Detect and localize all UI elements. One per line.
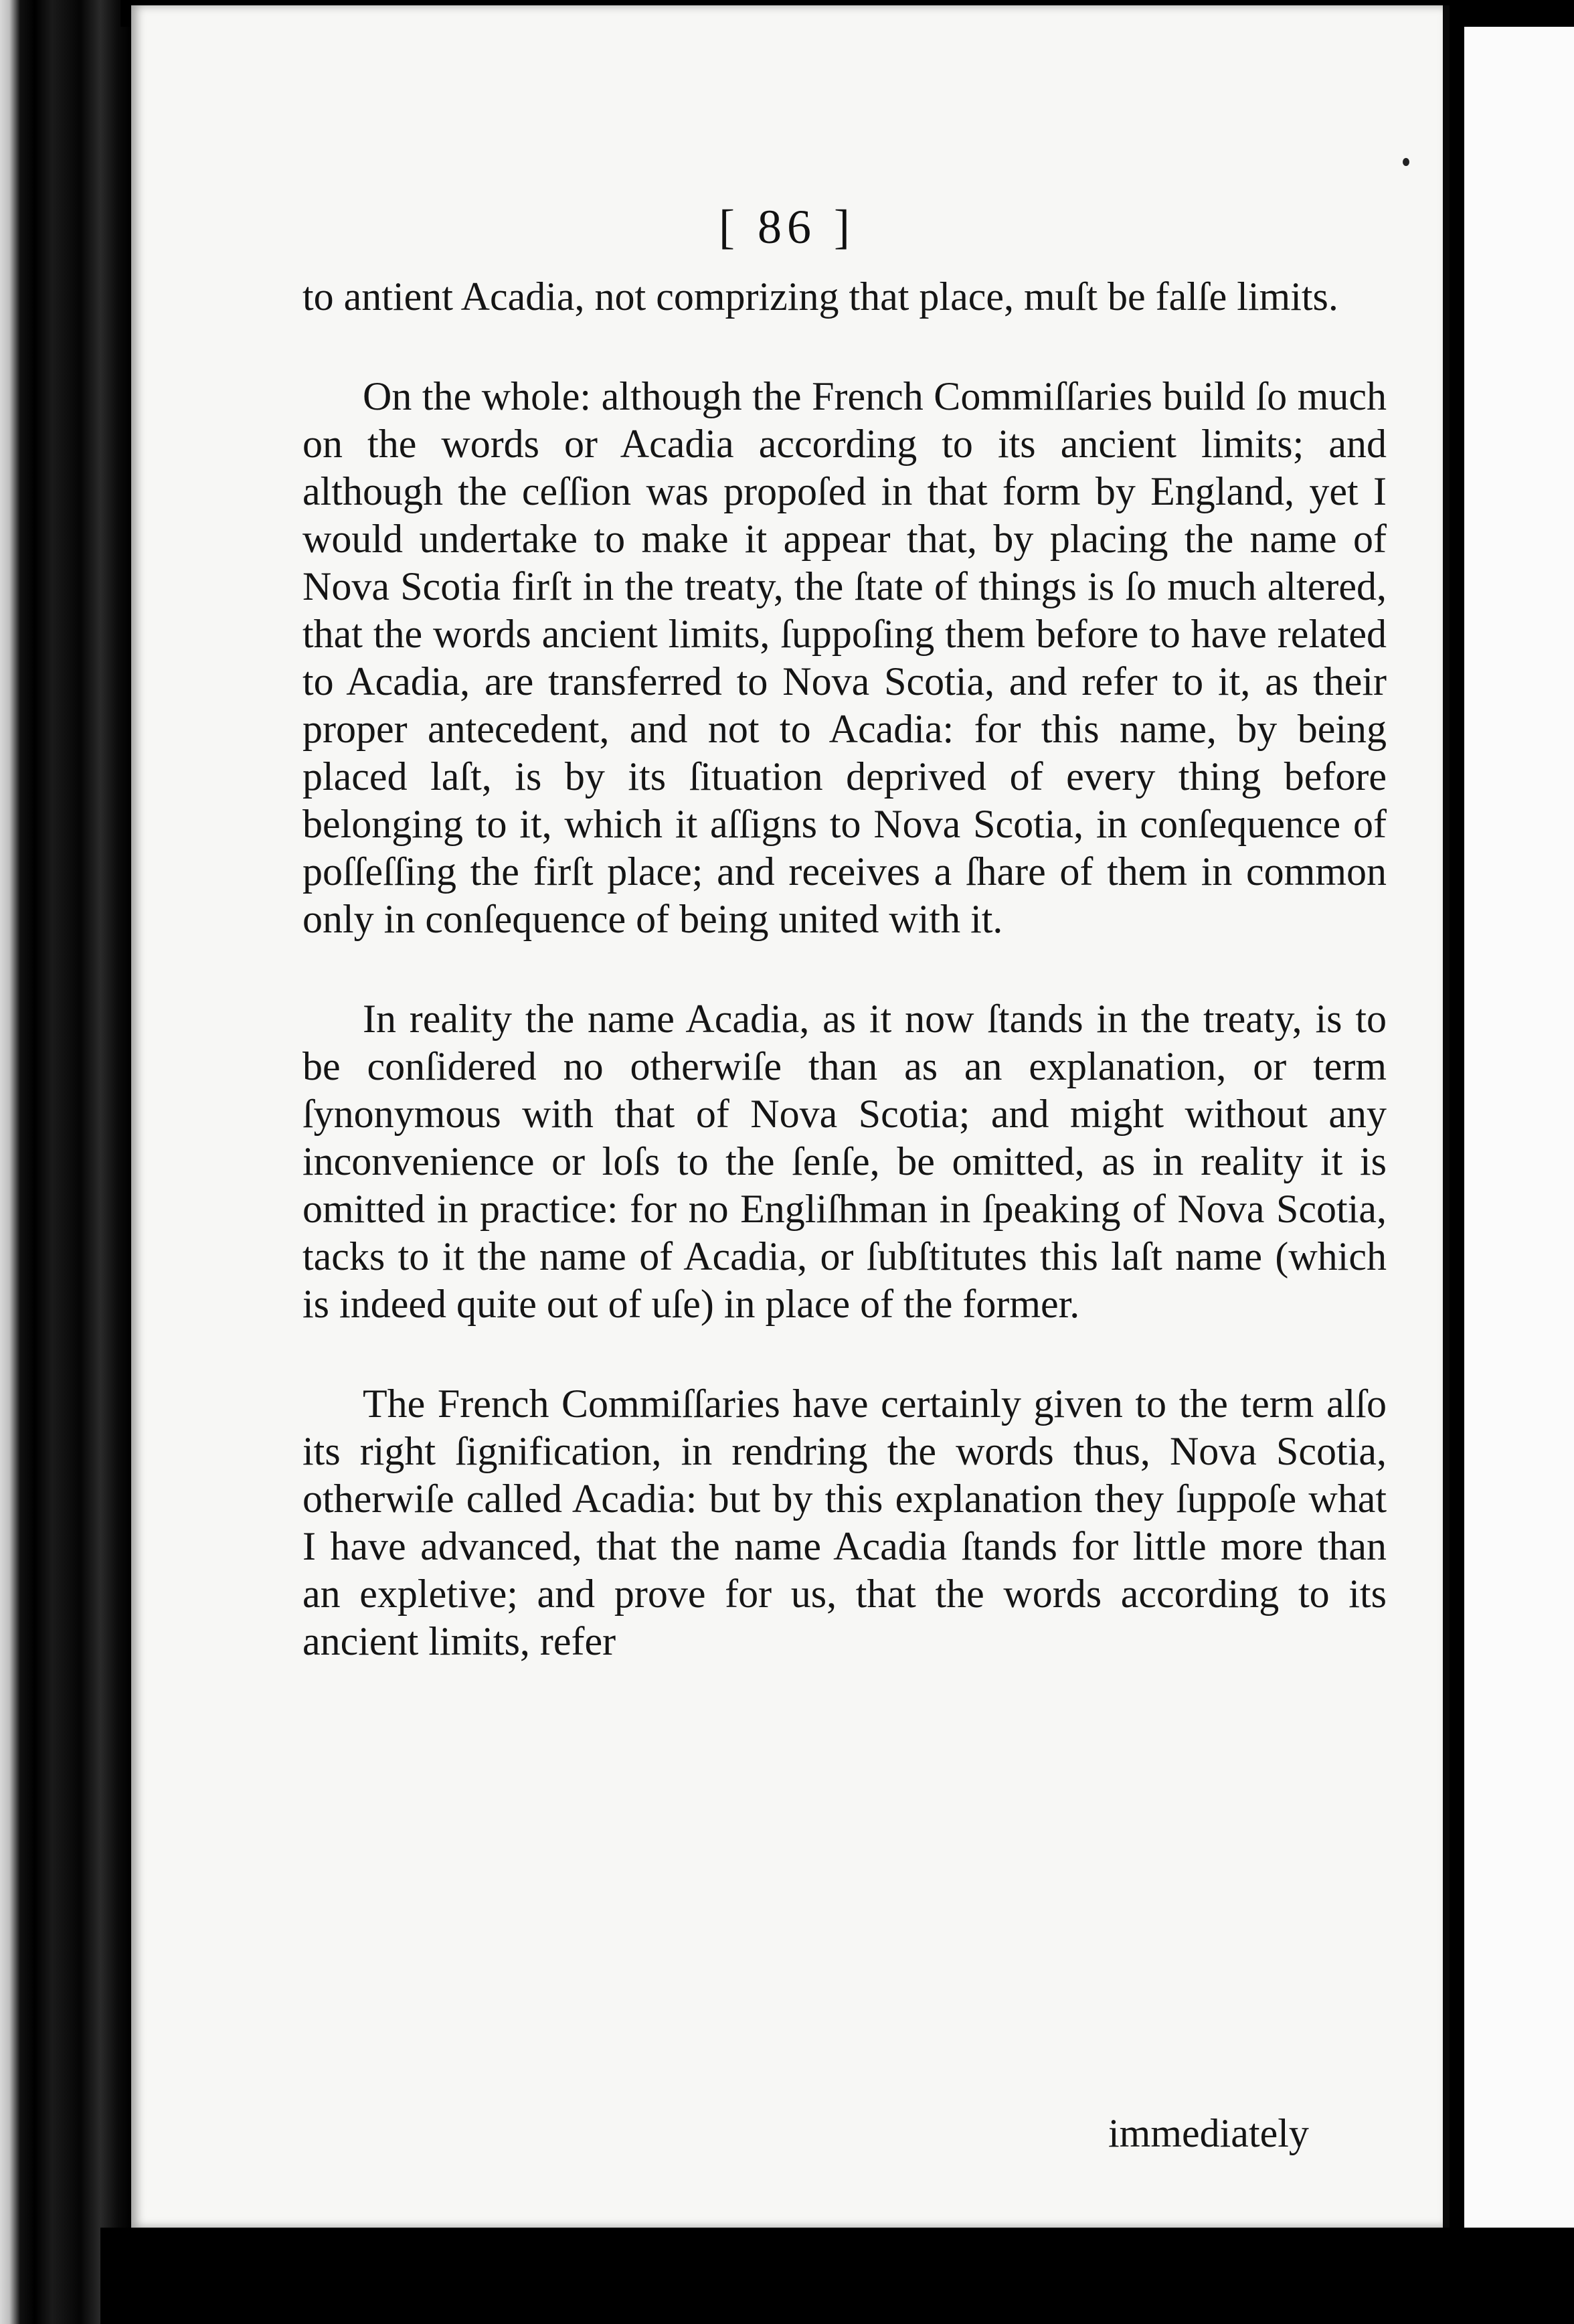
- page-body: [302, 273, 1387, 1665]
- paragraph-2: On the whole: although the French Commiſſaries build ſo much on the words or Acadia according to its ancient limits; and although the ceſſion was propoſed in that form by England, yet I would undertake to make it appear that, by placing the name of Nova Scotia firſt in the treaty, the ſtate of things is ſo much altered, that the words ancient limits, ſuppoſing them before to have related to Acadia, are transferred to Nova Scotia, and refer to it, as their proper antecedent, and not to Acadia: for this name, by being placed laſt, is by its ſituation deprived of every thing before belonging to it, which it aſſigns to Nova Scotia, in conſequence of poſſeſſing the firſt place; and receives a ſhare of them in common only in conſequence of being united with it.: [302, 374, 1387, 941]
- page-number-header: [ 86 ]: [719, 200, 855, 254]
- paragraph-4: The French Commiſſaries have certainly given to the term alſo its right ſignification, in rendring the words thus, Nova Scotia, otherwiſe called Acadia: but by this explanation they ſuppoſe what I have advanced, that the name Acadia ſtands for little more than an expletive; and prove for us, that the words according to its ancient limits, refer: [302, 1382, 1387, 1663]
- book-spine: [0, 0, 131, 2324]
- book-page: [131, 5, 1450, 2228]
- paragraph-3: In reality the name Acadia, as it now ſtands in the treaty, is to be conſidered no otherwiſe than as an explanation, or term ſynonymous with that of Nova Scotia; and might without any inconvenience or loſs to the ſenſe, be omitted, as in reality it is omitted in practice: for no Engliſhman in ſpeaking of Nova Scotia, tacks to it the name of Acadia, or ſubſtitutes this laſt name (which is indeed quite out of uſe) in place of the former.: [302, 997, 1387, 1326]
- catchword: immediately: [1108, 2111, 1309, 2155]
- page-gutter: [1450, 27, 1464, 2229]
- scan-bottom-edge: [100, 2228, 1574, 2324]
- ink-speck: [1403, 158, 1409, 166]
- paragraph-1: to antient Acadia, not comprizing that place, muſt be falſe limits.: [302, 274, 1338, 319]
- next-page-edge: [1464, 27, 1574, 2229]
